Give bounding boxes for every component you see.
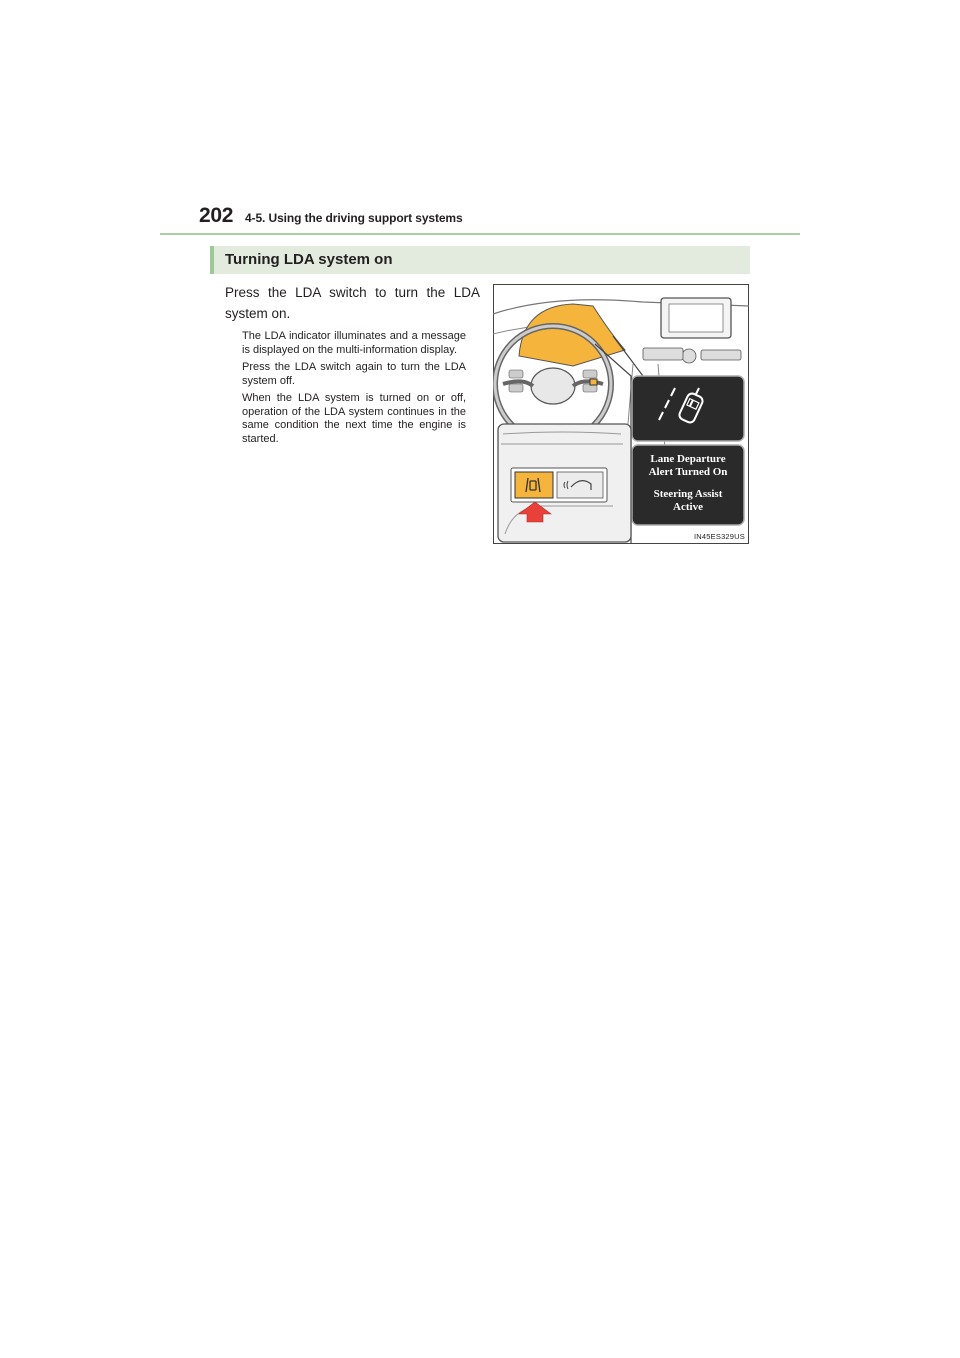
display-line-1: Lane Departure [650, 453, 726, 465]
instruction-text: Press the LDA switch to turn the LDA system on. [225, 285, 480, 321]
section-accent [210, 246, 214, 274]
lda-illustration [493, 284, 749, 544]
display-line-2: Alert Turned On [648, 466, 728, 478]
section-heading-bar [210, 246, 750, 274]
note-turn-off: Press the LDA switch again to turn the LDA system off. [242, 361, 466, 387]
page-number: 202 [199, 204, 234, 227]
notes [242, 330, 466, 450]
display-message-lane-departure [641, 453, 735, 479]
display-message-steering-assist [641, 488, 735, 514]
running-header: 4-5. Using the driving support systems [245, 211, 463, 225]
display-line-4: Active [673, 501, 703, 513]
figure-code: IN45ES329US [694, 532, 745, 541]
note-indicator: The LDA indicator illuminates and a message is displayed on the multi-information display. [242, 330, 466, 356]
display-line-3: Steering Assist [653, 488, 723, 500]
section-title: Turning LDA system on [225, 251, 393, 268]
note-memory: When the LDA system is turned on or off, operation of the LDA system continues in the same condition the next time the engine is started. [242, 392, 466, 445]
header-rule [160, 233, 800, 235]
